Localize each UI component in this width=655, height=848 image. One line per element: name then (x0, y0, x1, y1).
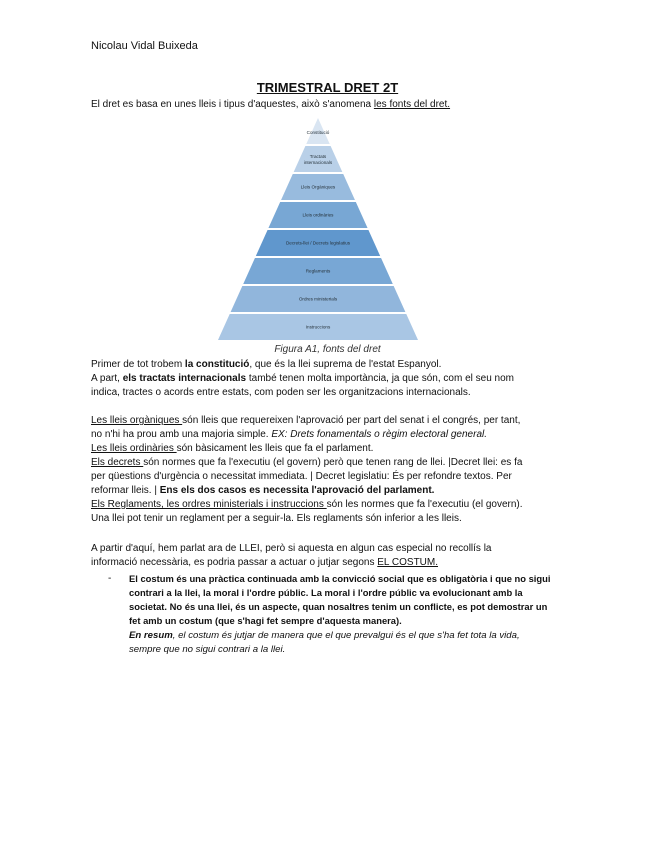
pyramid-level-label: Lleis Orgàniques (300, 184, 336, 190)
pyramid-level-2 (294, 146, 343, 172)
text: són bàsicament les lleis que fa el parlament. (176, 443, 374, 454)
paragraph-constitucio (91, 358, 441, 372)
paragraph-tractats (91, 372, 514, 386)
intro-text: El dret es basa en unes lleis i tipus d'aquestes, això s'anomena (91, 99, 374, 110)
paragraph-ordinaries (91, 442, 373, 456)
text: són lleis que requereixen l'aprovació per part del senat i el congrés, per tant, (182, 415, 521, 426)
fonts-del-dret-pyramid (218, 118, 418, 340)
bullet-line-4: fet amb un costum (que s'hagi fet sempre d'aquesta manera). (129, 615, 402, 626)
bold-text: la constitució (184, 359, 250, 370)
intro-paragraph (91, 98, 450, 112)
underlined-text: EL COSTUM. (377, 557, 439, 568)
text: Primer de tot trobem (91, 359, 185, 370)
text: El costum (129, 573, 177, 584)
text: , que és la llei suprema de l'estat Espanyol. (249, 359, 442, 370)
bullet-line-6: sempre que no sigui contrari a la llei. (129, 644, 286, 655)
paragraph-costum-intro-line2 (91, 556, 438, 570)
text: , el costum és jutjar de manera que el que prevalgui és el que s'ha fet tota la vida, (172, 630, 520, 641)
bullet-line-5 (129, 629, 520, 643)
paragraph-organiques (91, 414, 520, 428)
term: Les lleis ordinàries (91, 443, 177, 454)
text: no n'hi ha prou amb una majoria simple. (91, 429, 272, 440)
pyramid-level-label: Tractats internacionals (303, 154, 333, 165)
intro-link-text: les fonts del dret. (373, 99, 451, 110)
bold-text: En resum (129, 630, 173, 641)
pyramid-level-label: Ordres ministerials (298, 296, 338, 302)
bullet-line-3: societat. No és una llei, és un aspecte, quan nosaltres tenim un conflicte, es pot demostrar un (129, 601, 548, 612)
pyramid-level-label: Constitució (306, 129, 330, 135)
paragraph-decrets (91, 456, 522, 470)
document-title: TRIMESTRAL DRET 2T (256, 80, 399, 95)
bold-text: Ens els dos casos es necessita l'aprovació del parlament. (159, 485, 435, 496)
paragraph-organiques-line2 (91, 428, 487, 442)
pyramid-level-label: Decrets-llei / Decrets legislatius (285, 240, 351, 246)
paragraph-costum-intro: A partir d'aquí, hem parlat ara de LLEI, però si aquesta en algun cas especial no recollís la (91, 543, 492, 554)
text: també tenen molta importància, ja que són, com el seu nom (246, 373, 514, 384)
term: Els decrets (91, 457, 144, 468)
term: Els Reglaments, les ordres ministerials i instruccions (91, 499, 327, 510)
figure-caption: Figura A1, fonts del dret (274, 344, 381, 355)
bold-text: els tractats internacionals (122, 373, 247, 384)
text: són normes que fa l'executiu (el govern) però que tenen rang de llei. |Decret llei: es fa (143, 457, 523, 468)
term: Les lleis orgàniques (91, 415, 183, 426)
pyramid-level-label: Lleis ordinàries (302, 212, 334, 218)
text: és una pràctica continuada amb la convicció social que es obligatòria i que no sigui (176, 573, 551, 584)
text: són les normes que fa l'executiu (el govern). (326, 499, 523, 510)
bullet-line-1 (129, 572, 550, 586)
pyramid-level-label: Reglaments (305, 268, 331, 274)
bullet-line-2: contrari a la llei, la moral i l'ordre públic. La moral i l'ordre públic va evolucionant amb la (129, 587, 523, 598)
paragraph-tractats-line2: indica, tractes o acords entre estats, com poden ser les organitzacions internacionals. (91, 387, 471, 398)
paragraph-reglaments-line2: Una llei pot tenir un reglament per a seguir-la. Els reglaments són inferior a les lleis. (91, 513, 462, 524)
paragraph-decrets-line3 (91, 484, 434, 498)
text: A part, (91, 373, 123, 384)
example-text: EX: Drets fonamentals o règim electoral general. (271, 429, 488, 440)
text: reformar lleis. | (91, 485, 160, 496)
bullet-dash: - (108, 573, 112, 584)
paragraph-decrets-line2: per qüestions d'urgència o necessitat immediata. | Decret legislatiu: És per refondre textos. Per (91, 471, 512, 482)
author-name: Nicolau Vidal Buixeda (91, 40, 198, 52)
pyramid-level-label: Instruccions (305, 324, 331, 330)
text: informació necessària, es podria passar a actuar o jutjar segons (91, 557, 378, 568)
paragraph-reglaments (91, 498, 523, 512)
